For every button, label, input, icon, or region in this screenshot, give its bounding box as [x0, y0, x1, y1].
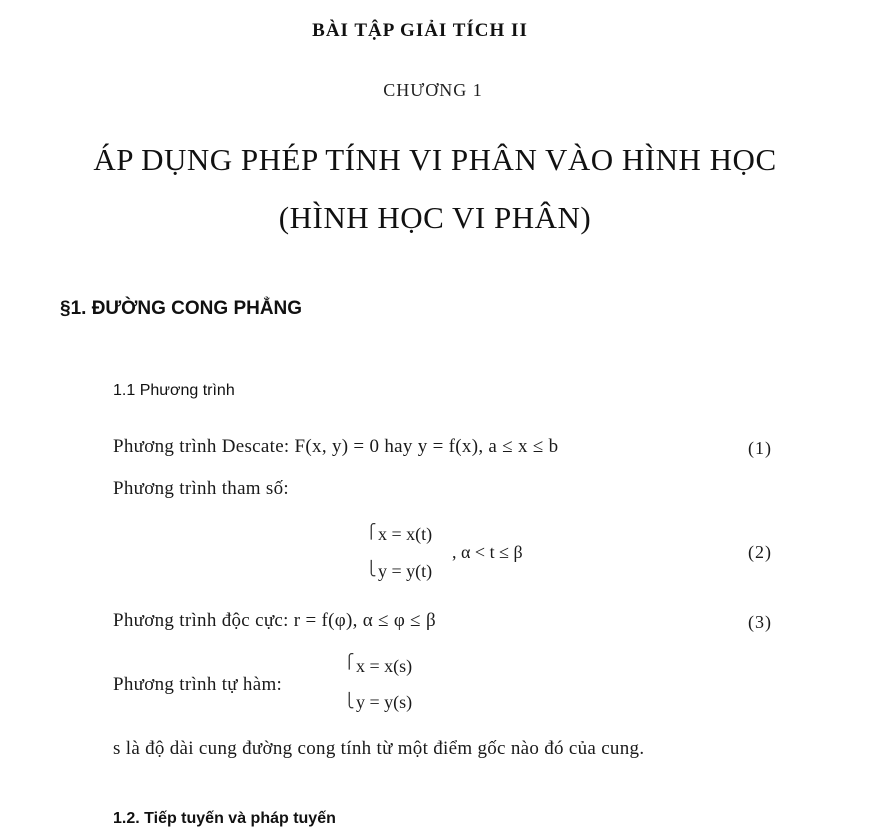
parametric-y-equation: y = y(t)	[378, 561, 433, 581]
descartes-equation: Phương trình Descate: F(x, y) = 0 hay y = f(x), a ≤ x ≤ b	[113, 436, 559, 457]
equation-number-1: (1)	[748, 438, 772, 458]
parametric-intro: Phương trình tham số:	[113, 478, 290, 499]
polar-equation: Phương trình độc cực: r = f(φ), α ≤ φ ≤ β	[113, 610, 436, 631]
subsection-heading-equations: 1.1 Phương trình	[113, 382, 235, 399]
section-heading: §1. ĐƯỜNG CONG PHẲNG	[60, 298, 303, 319]
equation-number-2: (2)	[748, 542, 772, 562]
subsection-heading-tangent-normal: 1.2. Tiếp tuyến và pháp tuyến	[113, 810, 336, 827]
natural-y-equation: y = y(s)	[356, 692, 413, 712]
natural-brace-bottom: ⎩	[344, 694, 355, 709]
natural-brace-top: ⎧	[344, 655, 355, 670]
parametric-condition: , α < t ≤ β	[452, 542, 523, 562]
parametric-x-equation: x = x(t)	[378, 524, 433, 544]
system-brace-bottom: ⎩	[366, 562, 377, 577]
equation-number-3: (3)	[748, 612, 772, 632]
natural-equation-label: Phương trình tự hàm:	[113, 674, 283, 695]
arc-length-note: s là độ dài cung đường cong tính từ một điểm gốc nào đó của cung.	[113, 738, 645, 759]
chapter-title-line1: ÁP DỤNG PHÉP TÍNH VI PHÂN VÀO HÌNH HỌC	[93, 142, 777, 177]
chapter-label: CHƯƠNG 1	[383, 80, 483, 100]
book-title: BÀI TẬP GIẢI TÍCH II	[312, 20, 528, 41]
chapter-title-line2: (HÌNH HỌC VI PHÂN)	[278, 200, 592, 235]
system-brace-top: ⎧	[366, 525, 377, 540]
natural-x-equation: x = x(s)	[356, 656, 413, 676]
